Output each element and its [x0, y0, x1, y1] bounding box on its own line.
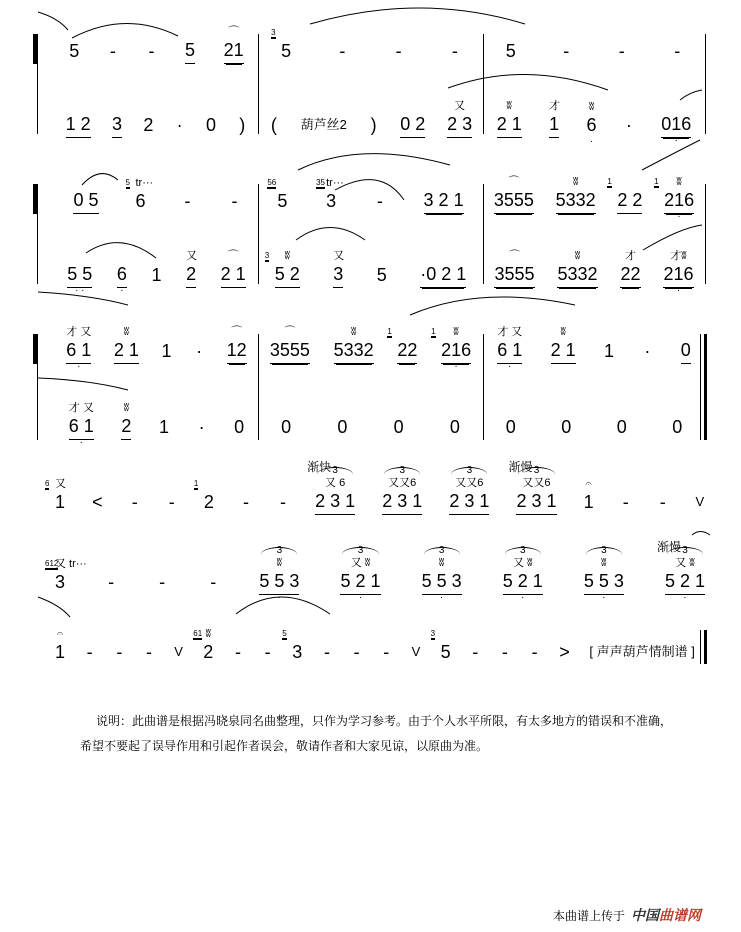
- note: 22 才: [620, 264, 640, 288]
- grace-note: 1: [431, 327, 436, 336]
- note: 3 35 tr···: [316, 177, 344, 211]
- note: 6 1 才 又 ·: [66, 326, 92, 372]
- note: 0: [505, 417, 516, 437]
- note: 2 1 ʬ: [114, 340, 139, 364]
- note: 5332 ʬ: [557, 264, 597, 288]
- dash: -: [339, 41, 346, 61]
- note: 0 5: [73, 190, 98, 214]
- note: 0: [449, 417, 460, 437]
- note: 016 ·: [661, 114, 692, 146]
- ornament-mark: ʬ: [123, 326, 130, 338]
- dash: -: [353, 642, 360, 662]
- grace-note: 61: [193, 629, 203, 638]
- grace-note: 1: [193, 479, 199, 488]
- note: (: [270, 115, 277, 135]
- note: 5: [185, 40, 195, 64]
- note: 5 5 3 ʬ · 3: [259, 545, 300, 603]
- dash: -: [531, 642, 538, 662]
- measure: [55, 108, 258, 138]
- triplet-mark: 3: [586, 547, 622, 562]
- note: 5: [505, 41, 516, 61]
- note: 0: [234, 417, 245, 437]
- dash: -: [148, 41, 155, 61]
- staff-sys1-top: [55, 26, 705, 64]
- dash: -: [501, 642, 508, 662]
- note: ): [370, 115, 377, 135]
- octave-dot: ·: [674, 135, 678, 146]
- note: V: [695, 494, 705, 509]
- note: 5 56: [267, 178, 288, 211]
- note: 2 3 1 又 6 3 渐快: [315, 491, 355, 515]
- ornament-mark: 又 ʬ: [350, 557, 371, 569]
- ornament-mark: ʬ: [588, 101, 595, 113]
- uploaded-label: 本曲谱上传于: [553, 908, 626, 923]
- octave-dot: ·: [683, 592, 687, 603]
- triplet-mark: 3: [518, 467, 554, 482]
- staff-sys2-top: [55, 176, 705, 222]
- note: 2 3 1 又又6 3: [382, 491, 422, 515]
- ornament-mark: 又: [55, 478, 66, 490]
- note: 1 𝄐: [583, 478, 594, 512]
- note: 0: [672, 417, 683, 437]
- ornament-mark: ⌒: [231, 326, 243, 338]
- barline: [705, 34, 706, 134]
- note: ): [239, 115, 246, 135]
- note: ·: [625, 115, 632, 135]
- note: 1 2: [66, 114, 91, 138]
- note: 5 3: [271, 28, 292, 61]
- slur: [310, 8, 525, 24]
- note: 6 1 才 又 ·: [68, 402, 94, 448]
- measure: [55, 250, 258, 296]
- note: <: [92, 492, 103, 512]
- dash: -: [395, 41, 402, 61]
- slur: [680, 90, 702, 100]
- staff-line8: [45, 540, 705, 603]
- note: 2 1 ⌒: [221, 264, 246, 288]
- final-barline: [704, 630, 707, 664]
- fermata-icon: 𝄐: [56, 628, 64, 640]
- note: 6 1 才 又 ·: [497, 326, 523, 372]
- triplet-mark: 3: [317, 467, 353, 482]
- note: V: [174, 644, 183, 659]
- ornament-mark: 才: [549, 100, 561, 112]
- tempo-label: 渐慢: [656, 540, 681, 554]
- note: 5 5 3 ʬ · 3: [583, 545, 624, 603]
- ornament-mark: ʬ: [601, 557, 607, 569]
- note: 0: [281, 417, 292, 437]
- note: 5332 ʬ: [556, 190, 596, 214]
- grace-note: 3: [264, 251, 270, 260]
- note: 21 ⌒: [224, 40, 244, 64]
- staff-sys3-top: [55, 326, 705, 372]
- measure: [483, 410, 705, 440]
- note: 5332 ʬ: [334, 340, 374, 364]
- note: 5 3: [430, 629, 451, 662]
- note: 5: [376, 265, 387, 285]
- ornament-mark: ʬ: [676, 176, 682, 188]
- octave-dot: ·: [602, 592, 606, 603]
- final-barline: [700, 630, 701, 664]
- note: 3 2 1: [424, 190, 464, 214]
- octave-dot: ·: [676, 285, 681, 296]
- ornament-mark: 又又6: [522, 477, 551, 489]
- dash: -: [323, 642, 330, 662]
- ornament-mark: 才 又: [68, 402, 94, 414]
- octave-dot: ·: [454, 361, 458, 372]
- slur: [410, 297, 575, 315]
- barline: [705, 184, 706, 284]
- triplet-mark: 3: [424, 547, 460, 562]
- footer: [553, 905, 701, 925]
- ornament-mark: 才 又: [66, 326, 92, 338]
- grace-note: 5: [282, 629, 287, 638]
- measure: [483, 34, 705, 64]
- ornament-mark: 又: [454, 100, 466, 112]
- system-line: [37, 334, 38, 440]
- note: 3555 ⌒: [270, 340, 310, 364]
- note: 3 612 又 tr···: [45, 558, 87, 592]
- note: 2 61 ʬ: [193, 628, 214, 662]
- note: 1 𝄐: [55, 628, 66, 662]
- ornament-mark: 又 6: [325, 477, 346, 489]
- ornament-mark: ⌒: [284, 326, 296, 338]
- dash: -: [234, 642, 241, 662]
- note: ·0 2 1: [420, 264, 466, 288]
- ornament-mark: tr···: [135, 177, 154, 189]
- ornament-mark: 又又6: [455, 477, 484, 489]
- measure: [258, 250, 483, 288]
- note: 2 3 又: [447, 114, 472, 138]
- dash: -: [674, 41, 681, 61]
- measure: [483, 176, 705, 222]
- note: 3555 ⌒: [494, 190, 534, 214]
- note: 2: [143, 115, 154, 135]
- note: 0: [337, 417, 348, 437]
- note: 2 3 1 又又6 3: [449, 491, 489, 515]
- dash: -: [242, 492, 249, 512]
- ornament-mark: 又: [186, 250, 198, 262]
- ornament-mark: 又又6: [388, 477, 417, 489]
- octave-dot: ·: [508, 361, 512, 372]
- grace-note: 6: [45, 479, 50, 488]
- ornament-mark: ʬ: [574, 250, 581, 262]
- staff-sys3-bottom: [55, 402, 705, 448]
- note: 0: [681, 340, 691, 364]
- note: 216 才ʬ ·: [663, 250, 694, 296]
- grace-note: 5: [125, 178, 130, 187]
- ornament-mark: tr···: [326, 177, 344, 189]
- dash: -: [159, 572, 166, 592]
- note: 2 ʬ: [121, 416, 131, 440]
- slur: [448, 74, 608, 90]
- triplet-mark: 3: [342, 547, 378, 562]
- staff-sys1-bottom: [55, 100, 705, 147]
- grace-note: 35: [316, 178, 325, 187]
- measure: [258, 28, 483, 64]
- note: 216 1 ʬ ·: [654, 176, 695, 222]
- note: ·: [196, 341, 203, 361]
- ornament-mark: ⌒: [508, 250, 520, 262]
- note: 2 1 ʬ: [551, 340, 576, 364]
- dash: -: [108, 572, 115, 592]
- note: 6 ·: [116, 264, 127, 296]
- dash: -: [116, 642, 123, 662]
- note: ·: [198, 417, 205, 437]
- staff-line7: [45, 460, 705, 515]
- fermata-icon: 𝄐: [585, 478, 592, 490]
- note: 12 ⌒: [227, 340, 247, 364]
- dash: -: [472, 642, 479, 662]
- note: 0: [561, 417, 572, 437]
- note: 1 6 又: [45, 478, 66, 512]
- note: 1: [151, 265, 162, 285]
- note: 5 5 3 ʬ · 3: [421, 545, 462, 603]
- dash: -: [210, 572, 217, 592]
- grace-note: 612: [45, 559, 59, 568]
- ornament-mark: 又: [333, 250, 345, 262]
- triplet-mark: 3: [261, 547, 297, 562]
- note: 0: [205, 115, 216, 135]
- dash: -: [145, 642, 152, 662]
- slur: [642, 135, 700, 170]
- measure: [258, 100, 483, 138]
- slur: [38, 597, 70, 617]
- octave-dot: ·: [358, 592, 363, 603]
- triplet-mark: 3: [451, 467, 487, 482]
- grace-note: 56: [267, 178, 277, 187]
- note: 216 1 ʬ ·: [431, 326, 472, 372]
- note: ·: [176, 115, 183, 135]
- note: 1 才: [549, 114, 559, 138]
- note: 3 又: [333, 264, 343, 288]
- note: 3: [112, 114, 122, 138]
- triplet-mark: 3: [384, 467, 420, 482]
- dash: -: [659, 492, 666, 512]
- note: 6 ʬ ·: [586, 101, 597, 147]
- ornament-mark: 又 ʬ: [513, 557, 533, 569]
- note: 葫芦丝2: [300, 117, 347, 132]
- note: 5 2 1 又 ʬ · 3: [340, 545, 381, 603]
- system-line: [37, 34, 38, 134]
- slur: [692, 532, 710, 536]
- notes-line-1: 说明：此曲谱是根据冯晓泉同名曲整理，只作为学习参考。由于个人水平所限，有太多地方的错误和不准确，: [96, 714, 673, 728]
- notes-line-2: 希望不要起了误导作用和引起作者误会，敬请作者和大家见谅，以原曲为准。: [80, 739, 489, 753]
- staff-line9: [55, 628, 695, 665]
- dash: -: [376, 191, 383, 211]
- note: 2 又: [186, 264, 196, 288]
- measure: [483, 100, 705, 147]
- ornament-mark: ʬ: [123, 402, 130, 414]
- ornament-mark: ⌒: [227, 250, 239, 262]
- ornament-mark: ʬ: [506, 100, 512, 112]
- dash: -: [184, 191, 191, 211]
- octave-dot: ·: [77, 361, 81, 372]
- dash: -: [131, 492, 138, 512]
- note: 2 1 ʬ: [497, 114, 522, 138]
- dash: -: [109, 41, 116, 61]
- dash: -: [231, 191, 238, 211]
- ornament-mark: ⌒: [228, 26, 240, 38]
- measure: [55, 402, 258, 448]
- measure: [55, 177, 258, 214]
- measure: [258, 177, 483, 214]
- measure: [483, 326, 705, 372]
- octave-dot: ·: [120, 285, 124, 296]
- octave-dot: ·: [79, 437, 83, 448]
- ornament-mark: ʬ: [350, 326, 357, 338]
- dash: -: [563, 41, 570, 61]
- tempo-label: 渐快: [307, 460, 332, 474]
- dash: -: [86, 642, 93, 662]
- site-logo[interactable]: [631, 905, 701, 925]
- note: 3 5: [282, 629, 303, 662]
- dash: -: [622, 492, 629, 512]
- slur: [296, 228, 365, 241]
- note: [ 声声葫芦情制谱 ]: [589, 644, 695, 659]
- measure: [258, 326, 483, 372]
- logo-text-red: 中国: [631, 907, 660, 923]
- slur: [298, 154, 450, 170]
- grace-note: 3: [430, 629, 436, 638]
- note: 2 2 1: [617, 190, 642, 214]
- note: 5 5 · ·: [67, 264, 93, 296]
- note: 2 1: [193, 479, 214, 512]
- system-line: [37, 184, 38, 284]
- tempo-label: 渐慢: [508, 460, 533, 474]
- ornament-mark: ʬ: [438, 557, 445, 569]
- ornament-mark: ʬ: [453, 326, 459, 338]
- slur: [38, 378, 128, 390]
- logo-text: 曲谱网: [659, 907, 702, 923]
- ornament-mark: ʬ: [276, 557, 283, 569]
- ornament-mark: ʬ: [572, 176, 579, 188]
- note: 1: [604, 341, 615, 361]
- ornament-mark: 又 tr···: [55, 558, 87, 570]
- triplet-mark: 3: [505, 547, 541, 562]
- octave-dot: ·: [277, 592, 282, 603]
- note: 5 2 1 又 ʬ · 3 渐慢: [665, 571, 705, 595]
- ornament-mark: 才: [624, 250, 636, 262]
- note: 5 2 3 ʬ: [275, 264, 300, 288]
- dash: -: [383, 642, 390, 662]
- dash: -: [451, 41, 458, 61]
- ornament-mark: ⌒: [508, 176, 520, 188]
- dash: -: [264, 642, 271, 662]
- note: 5: [69, 41, 80, 61]
- note: 1: [158, 417, 169, 437]
- octave-dot: ·: [589, 136, 594, 147]
- triplet-mark: 3: [667, 547, 703, 562]
- note: V: [411, 644, 421, 659]
- note: 5 2 1 又 ʬ · 3: [502, 545, 543, 603]
- grace-note: 1: [387, 327, 392, 336]
- note: 0: [393, 417, 404, 437]
- grace-note: 1: [607, 177, 612, 186]
- note: 0 2: [400, 114, 425, 138]
- octave-dot: ·: [677, 211, 681, 222]
- note: >: [559, 642, 570, 662]
- note: ·: [644, 341, 651, 361]
- note: 2 3 1 又又6 3 渐慢: [516, 491, 556, 515]
- octave-dot: ·: [439, 592, 444, 603]
- measure: [55, 326, 258, 372]
- measure: [258, 410, 483, 440]
- note: 3555 ⌒: [494, 264, 534, 288]
- ornament-mark: 才ʬ: [670, 250, 687, 262]
- note: 1: [161, 341, 172, 361]
- grace-note: 1: [654, 177, 659, 186]
- slur: [86, 243, 156, 258]
- octave-dot: ·: [521, 592, 525, 603]
- measure: [483, 250, 705, 296]
- slur: [38, 12, 68, 30]
- ornament-mark: ʬ: [560, 326, 566, 338]
- ornament-mark: 又 ʬ: [675, 557, 695, 569]
- measure: [55, 26, 258, 64]
- ornament-mark: ʬ: [205, 628, 211, 640]
- grace-note: 3: [271, 28, 276, 37]
- note: 0: [616, 417, 627, 437]
- octave-dot: · ·: [75, 285, 85, 296]
- note: 22 1: [397, 340, 417, 364]
- staff-sys2-bottom: [55, 250, 705, 296]
- slur: [643, 225, 702, 250]
- dash: -: [618, 41, 625, 61]
- ornament-mark: 才 又: [497, 326, 523, 338]
- ornament-mark: ʬ: [284, 250, 290, 262]
- dash: -: [280, 492, 287, 512]
- dash: -: [168, 492, 175, 512]
- note: 6 5 tr···: [125, 177, 154, 211]
